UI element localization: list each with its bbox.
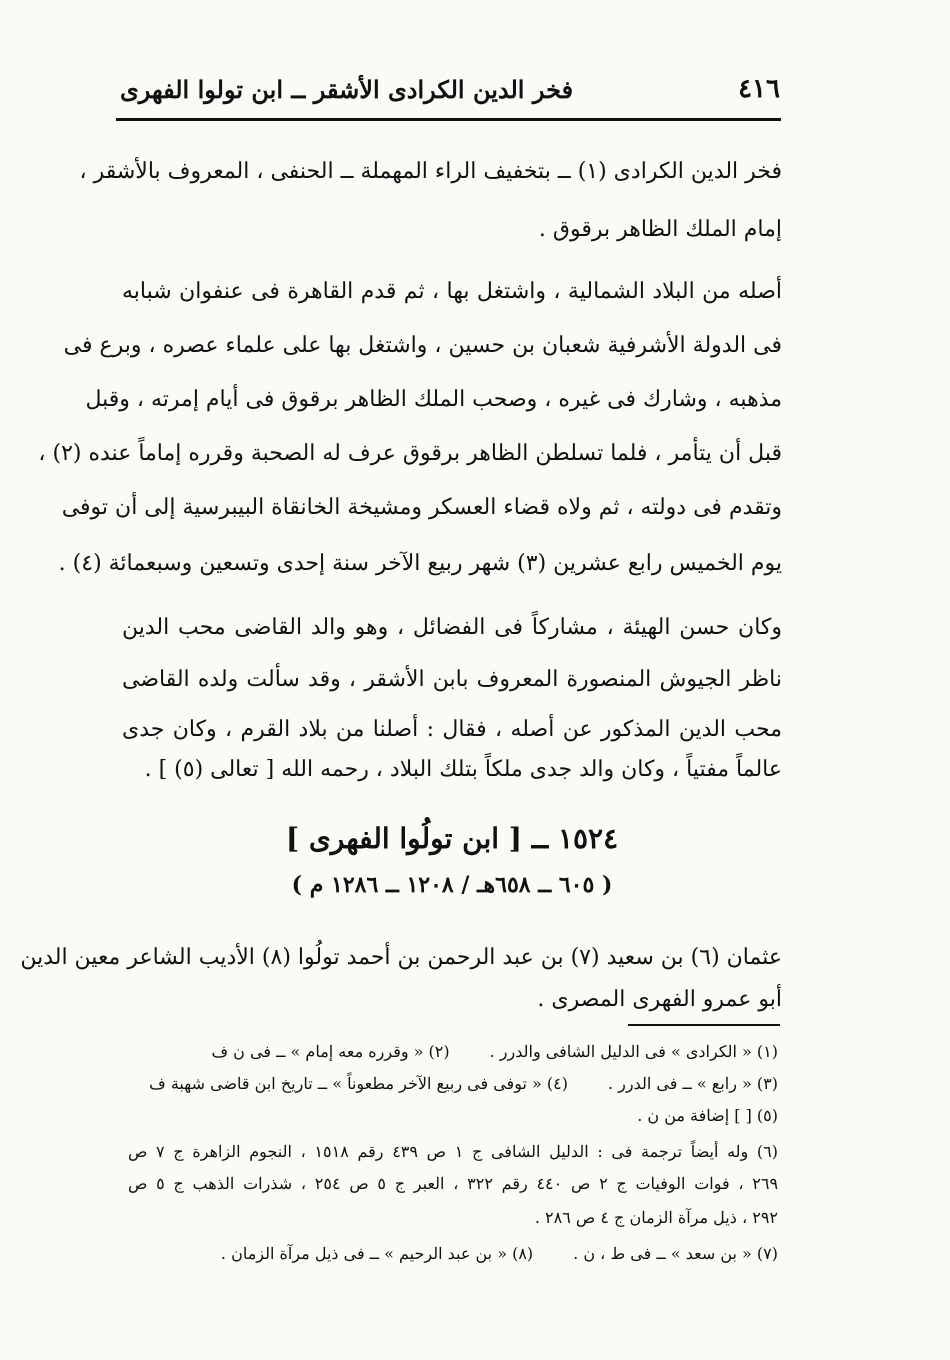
body-line: قبل أن يتأمر ، فلما تسلطن الظاهر برقوق عرف له الصحبة وقرره إماماً عنده (٢) ، [38,441,782,466]
running-title: فخر الدين الكرادى الأشقر ــ ابن تولوا الفهرى [120,74,574,104]
footnote-rule [628,1024,780,1026]
body-line: عالماً مفتياً ، وكان والد جدى ملكاً بتلك البلاد ، رحمه الله [ تعالى (٥) ] . [144,757,782,782]
footnote-3: (٣) « رابع » ــ فى الدرر . [607,1074,778,1093]
footnote-5: (٥) [ ] إضافة من ن . [637,1106,778,1125]
entry-line: أبو عمرو الفهرى المصرى . [537,987,782,1012]
footnote-row [128,1240,778,1268]
footnote-8: (٨) « بن عبد الرحيم » ــ فى ذيل مرآة الزمان . [220,1244,534,1263]
entry-line: عثمان (٦) بن سعيد (٧) بن عبد الرحمن بن أحمد تولُوا (٨) الأديب الشاعر معين الدين [20,945,782,970]
footnote-2: (٢) « وقرره معه إمام » ــ فى ن ف [211,1042,450,1061]
header-rule [116,118,781,121]
body-line: فخر الدين الكرادى (١) ــ بتخفيف الراء المهملة ــ الحنفى ، المعروف بالأشقر ، [79,159,782,184]
body-line: محب الدين المذكور عن أصله ، فقال : أصلنا من بلاد القرم ، وكان جدى [122,717,782,742]
footnote-6-cont: ٢٩٢ ، ذيل مرآة الزمان ج ٤ ص ٢٨٦ . [534,1208,778,1227]
body-line: وتقدم فى دولته ، ثم ولاه قضاء العسكر ومشيخة الخانقاة البيبرسية إلى أن توفى [61,495,782,520]
entry-heading: ١٥٢٤ ــ [ ابن تولُوا الفهرى ] [285,822,619,855]
body-line: مذهبه ، وشارك فى غيره ، وصحب الملك الظاهر برقوق فى أيام إمرته ، وقبل [85,387,782,412]
footnote-7: (٧) « بن سعد » ــ فى ط ، ن . [573,1244,778,1263]
body-line: أصله من البلاد الشمالية ، واشتغل بها ، ثم قدم القاهرة فى عنفوان شبابه [122,279,782,304]
footnote-4: (٤) « توفى فى ربيع الآخر مطعوناً » ــ تاريخ ابن قاضى شهبة ف [149,1074,568,1093]
page-number: ٤١٦ [738,74,780,104]
body-line: وكان حسن الهيئة ، مشاركاً فى الفضائل ، وهو والد القاضى محب الدين [122,615,782,640]
body-line: ناظر الجيوش المنصورة المعروف بابن الأشقر ، وقد سألت ولده القاضى [122,667,782,692]
body-line: يوم الخميس رابع عشرين (٣) شهر ربيع الآخر سنة إحدى وتسعين وسبعمائة (٤) . [58,551,782,576]
body-line: فى الدولة الأشرفية شعبان بن حسين ، واشتغل بها على علماء عصره ، وبرع فى [63,333,782,358]
footnote-6: (٦) وله أيضاً ترجمة فى : الدليل الشافى ج ١ ص ٤٣٩ رقم ١٥١٨ ، النجوم الزاهرة ج ٧ ص [128,1142,779,1161]
footnote-row [128,1070,778,1098]
entry-dates: ( ٦٠٥ ــ ٦٥٨هـ / ١٢٠٨ ــ ١٢٨٦ م ) [291,872,613,898]
footnote-6-cont: ٢٦٩ ، فوات الوفيات ج ٢ ص ٤٤٠ رقم ٣٢٢ ، العبر ج ٥ ص ٢٥٤ ، شذرات الذهب ج ٥ ص [128,1174,779,1193]
page-header [120,66,780,112]
body-line: إمام الملك الظاهر برقوق . [538,217,782,242]
footnote-row [128,1038,778,1066]
footnote-1: (١) « الكرادى » فى الدليل الشافى والدرر . [489,1042,778,1061]
